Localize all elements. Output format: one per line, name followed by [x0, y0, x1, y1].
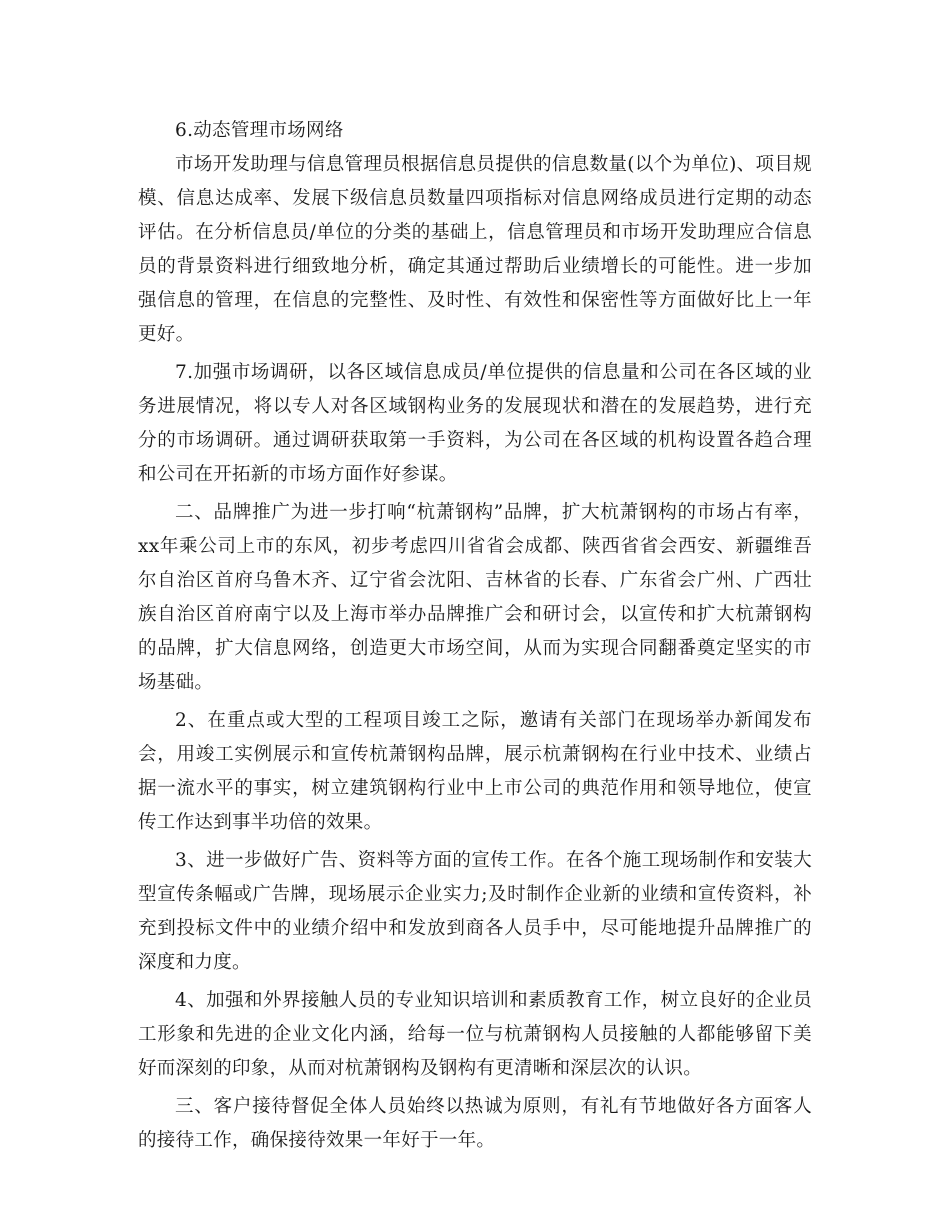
paragraph-advertising: 3、进一步做好广告、资料等方面的宣传工作。在各个施工现场制作和安装大型宣传条幅或广告牌，现场展示企业实力;及时制作企业新的业绩和宣传资料，补充到投标文件中的业绩介绍中和发放到商各人员手中，尽可能地提升品牌推广的深度和力度。: [138, 850, 812, 973]
paragraph-staff-training: 4、加强和外界接触人员的专业知识培训和素质教育工作，树立良好的企业员工形象和先进的企业文化内涵，给每一位与杭萧钢构人员接触的人都能够留下美好而深刻的印象，从而对杭萧钢构及钢构有更清晰和深层次的认识。: [138, 990, 812, 1079]
paragraph-customer-reception: 三、客户接待督促全体人员始终以热诚为原则，有礼有节地做好各方面客人的接待工作，确保接待效果一年好于一年。: [138, 1096, 812, 1151]
paragraph-brand-promotion: 二、品牌推广为进一步打响“杭萧钢构”品牌，扩大杭萧钢构的市场占有率，xx年乘公司上市的东风，初步考虑四川省省会成都、陕西省省会西安、新疆维吾尔自治区首府乌鲁木齐、辽宁省会沈阳、吉林省的长春、广东省会广州、广西壮族自治区首府南宁以及上海市举办品牌推广会和研讨会，以宣传和扩大杭萧钢构的品牌，扩大信息网络，创造更大市场空间，从而为实现合同翻番奠定坚实的市场基础。: [138, 502, 812, 693]
paragraph-press-conference: 2、在重点或大型的工程项目竣工之际，邀请有关部门在现场举办新闻发布会，用竣工实例展示和宣传杭萧钢构品牌，展示杭萧钢构在行业中技术、业绩占据一流水平的事实，树立建筑钢构行业中上市公司的典范作用和领导地位，使宣传工作达到事半功倍的效果。: [138, 710, 812, 833]
paragraph-network-evaluation: 市场开发助理与信息管理员根据信息员提供的信息数量(以个为单位)、项目规模、信息达成率、发展下级信息员数量四项指标对信息网络成员进行定期的动态评估。在分析信息员/单位的分类的基础上，信息管理员和市场开发助理应合信息员的背景资料进行细致地分析，确定其通过帮助后业绩增长的可能性。进一步加强信息的管理，在信息的完整性、及时性、有效性和保密性等方面做好比上一年更好。: [138, 154, 812, 345]
paragraph-market-research: 7.加强市场调研，以各区域信息成员/单位提供的信息量和公司在各区域的业务进展情况，将以专人对各区域钢构业务的发展现状和潜在的发展趋势，进行充分的市场调研。通过调研获取第一手资料，为公司在各区域的机构设置各趋合理和公司在开拓新的市场方面作好参谋。: [138, 362, 812, 485]
heading-dynamic-market-network: 6.动态管理市场网络: [175, 120, 344, 141]
